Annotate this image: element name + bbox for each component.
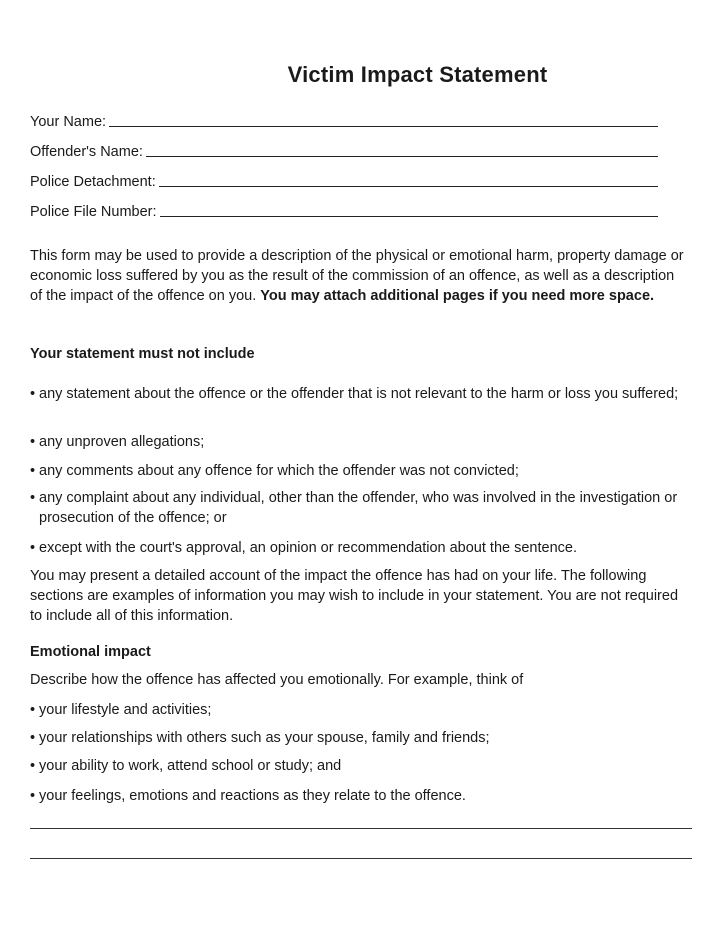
intro-text: This form may be used to provide a description of the physical or emotional harm, property damage or economic loss suffered by you as the result of the commission of an offence, as well as a description of the impact of the offence on you. bbox=[30, 248, 684, 304]
emotional-impact-intro: Describe how the offence has affected you emotionally. For example, think of bbox=[30, 672, 524, 688]
police-file-number-field[interactable] bbox=[30, 200, 658, 220]
offender-name-label: Offender's Name: bbox=[30, 144, 143, 160]
bullet-icon: • bbox=[30, 434, 36, 450]
answer-line[interactable] bbox=[30, 858, 692, 859]
police-detachment-field[interactable] bbox=[30, 170, 658, 190]
offender-name-field[interactable] bbox=[30, 140, 658, 160]
document-title: Victim Impact Statement bbox=[287, 62, 548, 87]
bullet-icon: • bbox=[30, 730, 36, 746]
bullet-icon: • bbox=[30, 490, 36, 506]
your-name-field[interactable] bbox=[30, 110, 658, 130]
police-file-number-label: Police File Number: bbox=[30, 204, 157, 220]
bullet-icon: • bbox=[30, 463, 36, 479]
exclusions-heading: Your statement must not include bbox=[30, 346, 255, 362]
bullet-icon: • bbox=[30, 758, 36, 774]
bullet-icon: • bbox=[30, 386, 36, 402]
exclusion-item: • any unproven allegations; bbox=[30, 434, 205, 450]
emotional-item: • your feelings, emotions and reactions as they relate to the offence. bbox=[30, 788, 466, 804]
bullet-icon: • bbox=[30, 788, 36, 804]
police-file-number-input-line[interactable] bbox=[160, 216, 658, 217]
emotional-item: • your ability to work, attend school or study; and bbox=[30, 758, 342, 774]
emotional-item: • your lifestyle and activities; bbox=[30, 702, 212, 718]
exclusion-item: • any complaint about any individual, other than the offender, who was involved in the investigation or prosecution of the offence; or bbox=[30, 490, 678, 526]
exclusion-item: • any comments about any offence for which the offender was not convicted; bbox=[30, 463, 519, 479]
exclusion-item: • any statement about the offence or the offender that is not relevant to the harm or loss you suffered; bbox=[30, 386, 679, 402]
emotional-item: • your relationships with others such as your spouse, family and friends; bbox=[30, 730, 490, 746]
exclusion-item: • except with the court's approval, an opinion or recommendation about the sentence. bbox=[30, 540, 577, 556]
your-name-input-line[interactable] bbox=[109, 126, 658, 127]
your-name-label: Your Name: bbox=[30, 114, 107, 130]
intro-bold-text: You may attach additional pages if you need more space. bbox=[260, 288, 655, 304]
police-detachment-input-line[interactable] bbox=[159, 186, 658, 187]
answer-line[interactable] bbox=[30, 828, 692, 829]
offender-name-input-line[interactable] bbox=[146, 156, 658, 157]
bullet-icon: • bbox=[30, 540, 36, 556]
bullet-icon: • bbox=[30, 702, 36, 718]
police-detachment-label: Police Detachment: bbox=[30, 174, 156, 190]
intro-paragraph bbox=[30, 246, 685, 306]
guidance-paragraph: You may present a detailed account of the impact the offence has had on your life. The following sections are examples of information you may wish to include in your statement. You are not required to include all of this information. bbox=[30, 568, 679, 624]
emotional-impact-heading: Emotional impact bbox=[30, 644, 151, 660]
